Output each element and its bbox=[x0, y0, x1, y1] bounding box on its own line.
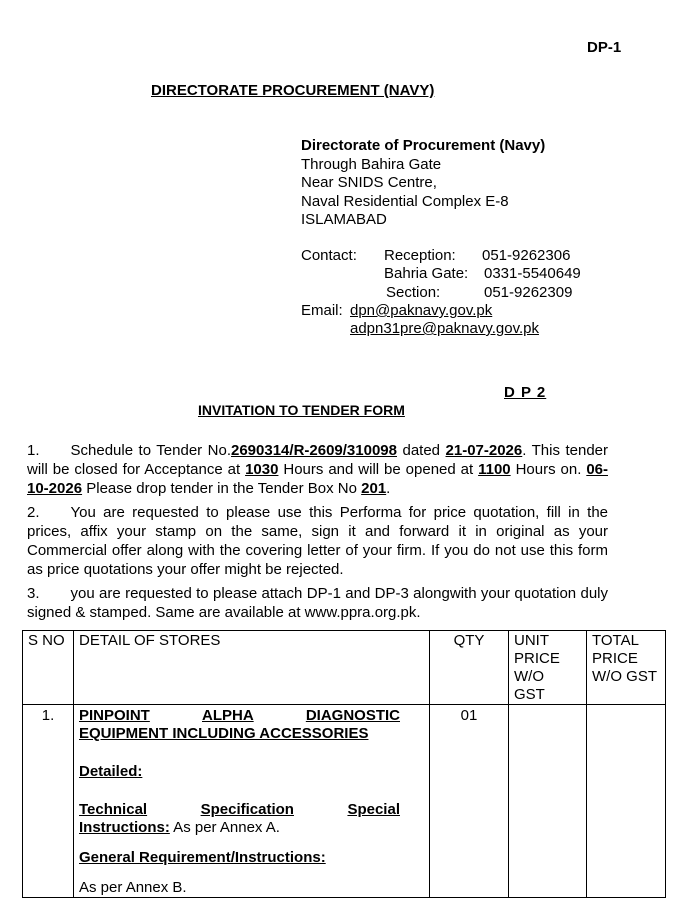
para-text: Please drop tender in the Tender Box No bbox=[82, 480, 362, 497]
col-header-detail: DETAIL OF STORES bbox=[74, 631, 430, 705]
paragraph-1 bbox=[27, 441, 608, 498]
table-row bbox=[23, 705, 666, 898]
paragraph-number: 3. bbox=[27, 585, 40, 602]
address-org: Directorate of Procurement (Navy) bbox=[301, 137, 546, 154]
tech-label: Instructions: bbox=[79, 819, 170, 836]
section-number: 051-9262309 bbox=[484, 284, 573, 301]
dp2-label: D P 2 bbox=[504, 384, 547, 401]
header-line: TOTAL bbox=[592, 632, 639, 649]
opening-time: 1100 bbox=[478, 461, 511, 478]
para-text: Schedule to Tender No. bbox=[70, 442, 231, 459]
paragraph-number: 1. bbox=[27, 442, 40, 459]
reception-number: 051-9262306 bbox=[482, 247, 571, 264]
header-line: PRICE bbox=[514, 650, 560, 667]
address-line: Near SNIDS Centre, bbox=[301, 174, 437, 191]
reception-label: Reception: bbox=[384, 247, 456, 264]
qty-header-text: QTY bbox=[453, 632, 485, 649]
row-detail bbox=[74, 705, 430, 898]
item-word: ALPHA bbox=[202, 707, 254, 724]
para-text: Hours on. bbox=[510, 461, 587, 478]
address-line: Through Bahira Gate bbox=[301, 155, 442, 173]
row-sno bbox=[23, 705, 74, 898]
row-qty bbox=[430, 705, 509, 898]
address-line: Naval Residential Complex E-8 bbox=[301, 192, 509, 210]
address-line: ISLAMABAD bbox=[301, 211, 387, 228]
email-link-primary[interactable]: dpn@paknavy.gov.pk bbox=[350, 302, 493, 319]
para-text: . This tender will be closed for Acceptance at bbox=[27, 442, 609, 478]
header-line: W/O bbox=[514, 668, 544, 685]
tender-date: 21-07-2026 bbox=[445, 442, 523, 459]
section-label: Section: bbox=[386, 284, 441, 301]
paragraph-3 bbox=[27, 584, 608, 622]
header-line: PRICE bbox=[592, 650, 638, 667]
technical-spec bbox=[79, 801, 400, 837]
tender-box-number: 201 bbox=[361, 480, 387, 497]
col-header-total-price bbox=[587, 631, 666, 705]
paragraph-2 bbox=[27, 503, 608, 579]
col-header-qty bbox=[430, 631, 509, 705]
stores-table bbox=[22, 630, 666, 898]
paragraph-number: 2. bbox=[27, 504, 40, 521]
tender-number: 2690314/R-2609/310098 bbox=[231, 442, 397, 459]
contact-label: Contact: bbox=[301, 247, 357, 264]
item-word: DIAGNOSTIC bbox=[305, 707, 400, 724]
email-label: Email: bbox=[301, 302, 343, 319]
para-text: You are requested to please use this Performa for price quotation, fill in the prices, affix your stamp on the same, sign it and forward it in original as your Commercial offer along with the covering letter of your firm. If you do not use this form as price quotations your offer might be rejected. bbox=[27, 504, 608, 578]
email-link-secondary[interactable]: adpn31pre@paknavy.gov.pk bbox=[350, 320, 539, 337]
para-text: Hours and will be opened at bbox=[278, 461, 479, 478]
tech-word: Special bbox=[347, 801, 400, 818]
col-header-unit-price bbox=[509, 631, 587, 705]
row-total-price[interactable] bbox=[587, 705, 666, 898]
para-text: dated bbox=[396, 442, 446, 459]
general-requirement-label: General Requirement/Instructions: bbox=[79, 849, 326, 866]
tech-line bbox=[79, 819, 400, 837]
row-sno-text: 1. bbox=[41, 707, 55, 724]
address-block bbox=[301, 137, 545, 230]
row-qty-text: 01 bbox=[460, 707, 478, 724]
header-line: UNIT bbox=[514, 632, 549, 649]
header-line: W/O GST bbox=[592, 668, 657, 685]
tech-value: As per Annex A. bbox=[169, 819, 280, 836]
form-title: INVITATION TO TENDER FORM bbox=[198, 402, 405, 418]
para-text: . bbox=[386, 480, 391, 497]
bahria-gate-number: 0331-5540649 bbox=[484, 265, 581, 282]
tech-word: Technical bbox=[79, 801, 148, 818]
para-text: you are requested to please attach DP-1 and DP-3 alongwith your quotation duly signed & stamped. Same are available at www.ppra.org.pk. bbox=[27, 585, 608, 621]
item-word: PINPOINT bbox=[79, 707, 150, 724]
col-header-sno: S NO bbox=[23, 631, 74, 705]
opening-date: 06-10-2026 bbox=[27, 461, 608, 497]
item-name bbox=[79, 707, 400, 743]
item-line bbox=[79, 707, 400, 725]
tech-line bbox=[79, 801, 400, 819]
main-heading: DIRECTORATE PROCUREMENT (NAVY) bbox=[151, 82, 435, 99]
tech-word: Specification bbox=[200, 801, 294, 818]
item-line: EQUIPMENT INCLUDING ACCESSORIES bbox=[79, 725, 369, 742]
table-header-row bbox=[23, 631, 666, 705]
row-unit-price[interactable] bbox=[509, 705, 587, 898]
dp1-label: DP-1 bbox=[587, 39, 622, 56]
bahria-gate-label: Bahria Gate: bbox=[384, 265, 469, 282]
header-line: GST bbox=[514, 686, 545, 703]
closing-time: 1030 bbox=[245, 461, 279, 478]
detailed-label: Detailed: bbox=[79, 763, 143, 780]
general-requirement-value: As per Annex B. bbox=[79, 879, 187, 896]
